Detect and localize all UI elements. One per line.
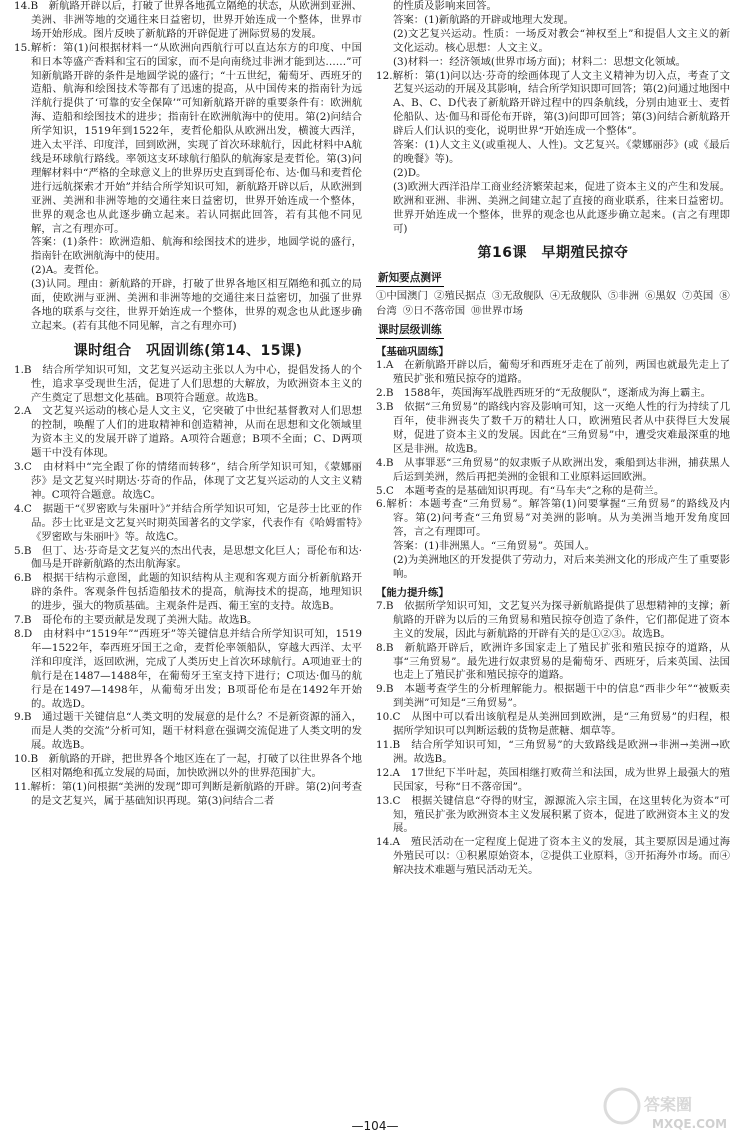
advanced-answers <box>376 600 730 878</box>
advanced-paragraph: 12.A 17世纪下半叶起，英国相继打败荷兰和法国，成为世界上最强大的殖民国家，号称“日不落帝国”。 <box>376 766 730 793</box>
left-paragraph: 答案：(1)条件：欧洲造船、航海和绘图技术的进步，地圆学说的盛行，指南针在欧洲航海中的使用。 <box>31 236 362 263</box>
basic-paragraph: (2)为美洲地区的开发提供了劳动力，对后来美洲文化的形成产生了重要影响。 <box>393 554 730 580</box>
right-paragraph: 的性质及影响来回答。 <box>393 0 497 12</box>
left-paragraph: 5.B 但丁、达·芬奇是文艺复兴的杰出代表，是思想文化巨人；哥伦布和达·伽马是开辟新航路的杰出航海家。 <box>14 544 362 571</box>
left-paragraph: (3)认同。理由：新航路的开辟，打破了世界各地区相互隔绝和孤立的局面，使欧洲与亚洲、美洲和非洲等地的交通往来日益密切，加强了世界各地的联系与交往，世界开始连成一个整体，世界的观念也从此逐步确立起来。(若有其他不同见解，言之有理亦可) <box>31 278 362 332</box>
right-paragraph: 答案：(1)新航路的开辟或地理大发现。 <box>393 13 574 26</box>
watermark-text: 答案圈 <box>644 1095 693 1114</box>
key-point: ⑨日不落帝国 <box>402 304 466 317</box>
right-top-answers <box>376 0 730 236</box>
basic-answers <box>376 359 730 582</box>
basic-paragraph: 5.C 本题考查的是基础知识再现。有“马车夫”之称的是荷兰。 <box>376 484 665 497</box>
key-point: ⑤非洲 <box>607 290 639 303</box>
key-point: ⑦英国 <box>682 290 714 303</box>
basic-paragraph: 3.B 依据“三角贸易”的路线内容及影响可知，这一灭绝人性的行为持续了几百年，使非洲丧失了数千万的精壮人口，欧洲殖民者从中获得巨大发展财，促进了资本主义的发展。因此在“三角贸易”中，遭受灾难最深重的地区是非洲。故选B。 <box>376 401 730 455</box>
left-paragraph: 4.C 据题干“《罗密欧与朱丽叶》”并结合所学知识可知，它是莎士比亚的作品。莎士比亚是文艺复兴时期英国著名的文学家，代表作有《哈姆雷特》《罗密欧与朱丽叶》等。故选C。 <box>14 502 362 543</box>
basic-paragraph: 1.A 在新航路开辟以后，葡萄牙和西班牙走在了前列，两国也就最先走上了殖民扩张和殖民掠夺的道路。 <box>376 359 730 386</box>
right-paragraph: 12.解析：第(1)问以达·芬奇的绘画体现了人文主义精神为切入点，考查了文艺复兴运动的开展及其影响，结合所学知识即可回答；第(2)问通过地图中A、B、C、D代表了新航路开辟过程中的四条航线，分别由迪亚士、麦哲伦船队、达·伽马和哥伦布开辟，第(3)问即可回答；第(3)问结合新航路开辟后人们认识的变化，说明世界“开始连成一个整体”。 <box>376 69 730 138</box>
key-point: ⑩世界市场 <box>471 304 524 317</box>
advanced-header: 【能力提升练】 <box>376 586 449 599</box>
basic-header: 【基础巩固练】 <box>376 346 449 359</box>
right-paragraph: (3)材料一：经济领域(世界市场方面)；材料二：思想文化领域。 <box>393 55 686 68</box>
left-paragraph: 9.B 通过题干关键信息“人类文明的发展意的是什么？不是新资源的涌入，而是人类的交流”分析可知，题干材料意在强调交流促进了人类文明的发展。故选B。 <box>14 711 362 752</box>
advanced-paragraph: 9.B 本题考查学生的分析理解能力。根据题干中的信息“西非少年”“被贩卖到美洲”可知是“三角贸易”。 <box>376 683 730 710</box>
right-paragraph: (3)欧洲大西洋沿岸工商业经济繁荣起来，促进了资本主义的产生和发展。欧洲和亚洲、非洲、美洲之间建立起了直接的商业联系，往来日益密切。世界开始连成一个整体，世界的观念也从此逐步确立起来。(言之有理即可) <box>393 180 730 235</box>
basic-paragraph: 2.B 1588年，英国海军战胜西班牙的“无敌舰队”，逐渐成为海上霸主。 <box>376 387 712 400</box>
right-paragraph: 答案：(1)人文主义(或重视人、人性)。文艺复兴。《蒙娜丽莎》(或《最后的晚餐》等)。 <box>393 139 730 165</box>
left-paragraph: 2.A 文艺复兴运动的核心是人文主义，它突破了中世纪基督教对人们思想的控制，唤醒了人们的进取精神和创造精神，从而在思想和文化领域里为资本主义的发展开辟了道路。A项符合题意；B项不全面；C、D两项题干中没有体现。 <box>14 405 362 460</box>
key-point: ①中国澳门 <box>376 290 428 303</box>
left-column <box>14 0 362 809</box>
right-column <box>376 0 730 878</box>
advanced-paragraph: 13.C 根据关键信息“夺得的财宝，源源流入宗主国，在这里转化为资本”可知，殖民扩张为欧洲资本主义发展积累了资本，促进了欧洲资本主义的发展。 <box>376 794 730 835</box>
left-paragraph: 1.B 结合所学知识可知，文艺复兴运动主张以人为中心，提倡发扬人的个性，追求享受现世生活，促进了人们思想的大解放，为欧洲资本主义的产生奠定了思想文化基础。B项符合题意。故选B。 <box>14 363 362 404</box>
watermark-url: MXQE.COM <box>652 1117 728 1131</box>
left-paragraph: 15.解析：第(1)问根据材料一“从欧洲向西航行可以直达东方的印度、中国和日本等盛产香料和宝石的国家，而不是向南绕过非洲才能到达……”可知新航路开辟的条件是地圆学说的盛行；“十五世纪，葡萄牙、西班牙的造船、航海和绘图技术等都有了迅速的提高，从中国传来的指南针为远洋航行提供了‘可靠的安全保障’”可知新航路开辟的重要条件有：欧洲航海、造船和绘图技术的进步；指南针在欧洲航海中的使用。第(2)问结合所学知识，1519年到1522年，麦哲伦船队从欧洲出发，横渡大西洋，进入太平洋、印度洋，回到欧洲，实现了首次环球航行，因此材料中A航线是环球航行路线。率领这支环球航行船队的航海家是麦哲伦。第(3)问理解材料中“严格的全球意义上的世界历史直到哥伦布、达·伽马和麦哲伦进行远航探索才开始”并结合所学知识可知，新航路开辟以后，从欧洲到亚洲、美洲和非洲等地的交通往来日益密切，世界开始连成一个整体，世界的观念也从此逐步确立起来。若认同据此回答，若有其他不同见解，言之有理亦可。 <box>14 41 362 235</box>
advanced-paragraph: 14.A 殖民活动在一定程度上促进了资本主义的发展，其主要原因是通过海外殖民可以：①积累原始资本，②提供工业原料，③开拓海外市场。而④解决技术难题与殖民活动无关。 <box>376 836 730 877</box>
left-paragraph: 3.C 由材料中“完全跟了你的情绪而转移”，结合所学知识可知，《蒙娜丽莎》是文艺复兴时期达·芬奇的作品，体现了文艺复兴运动的人文主义精神。C项符合题意。故选C。 <box>14 461 362 501</box>
left-paragraph: (2)A。麦哲伦。 <box>31 264 106 277</box>
left-paragraph: 10.B 新航路的开辟，把世界各个地区连在了一起，打破了以往世界各个地区相对隔绝和孤立发展的局面，加快欧洲以外的世界范围扩大。 <box>14 753 362 780</box>
key-points-list <box>376 289 730 318</box>
left-paragraph: 6.B 根据干结构示意图，此题的知识结构从主观和客观方面分析新航路开辟的条件。客观条件包括造船技术的提高，航海技术的提高，地理知识的进步，强大的物质基础。主观条件是西、葡王室的支持。故选B。 <box>14 572 362 613</box>
advanced-paragraph: 7.B 依据所学知识可知，文艺复兴为探寻新航路提供了思想精神的支撑；新航路的开辟为以后的三角贸易和殖民掠夺创造了条件，它们都促进了资本主义的发展，因此与新航路的开辟有关的是①②③。故选B。 <box>376 599 730 640</box>
left-paragraph: 11.解析：第(1)问根据“美洲的发现”即可判断是新航路的开辟。第(2)问考查的是文艺复兴，属于基础知识再现。第(3)问结合二者 <box>14 780 362 807</box>
left-paragraph: 8.D 由材料中“1519年”“西班牙”等关键信息并结合所学知识可知，1519年—1522年，奉西班牙国王之命，麦哲伦率领船队，穿越大西洋、太平洋和印度洋，返回欧洲，完成了人类历史上首次环球航行。A项迪亚士的航行是在1487—1488年，在葡萄牙王室支持下进行；C项达·伽马的航行是在1497—1498年，从葡萄牙出发；B项哥伦布是在1492年开始的。故选D。 <box>14 627 362 710</box>
key-point: ②殖民据点 <box>433 290 486 303</box>
left-paragraph: 7.B 哥伦布的主要贡献是发现了美洲大陆。故选B。 <box>14 614 258 627</box>
left-paragraph: 14.B 新航路开辟以后，打破了世界各地孤立隔绝的状态，从欧洲到亚洲、美洲、非洲等地的交通往来日益密切，世界开始连成一个整体，世界市场开始形成。图片反映了新航路的开辟促进了洲际贸易的发展。 <box>14 0 362 40</box>
practice-header: 课时层级训练 <box>376 322 444 339</box>
lesson-16-title: 第16课 早期殖民掠夺 <box>477 245 629 262</box>
advanced-paragraph: 10.C 从图中可以看出该航程是从美洲回到欧洲，是“三角贸易”的归程，根据所学知识可以判断运载的货物是蔗糖、烟草等。 <box>376 711 730 738</box>
key-point: ③无敌舰队 <box>491 290 544 303</box>
section-title: 课时组合 巩固训练(第14、15课) <box>73 342 303 359</box>
right-paragraph: (2)D。 <box>393 166 427 179</box>
advanced-paragraph: 11.B 结合所学知识可知，“三角贸易”的大致路线是欧洲→非洲→美洲→欧洲。故选B。 <box>376 738 730 765</box>
basic-paragraph: 4.B 从事罪恶“三角贸易”的奴隶贩子从欧洲出发，乘船到达非洲，捕获黑人后运到美洲，然后再把美洲的金银和工业原料运回欧洲。 <box>376 456 730 483</box>
key-point: ④无敌舰队 <box>549 290 602 303</box>
right-paragraph: (2)文艺复兴运动。性质：一场反对教会“神权至上”和提倡人文主义的新文化运动。核心思想：人文主义。 <box>393 27 730 54</box>
key-point: ⑧台湾 <box>376 290 730 317</box>
page-number: —104— <box>351 1119 399 1133</box>
advanced-paragraph: 8.B 新航路开辟后，欧洲许多国家走上了殖民扩张和殖民掠夺的道路，从事“三角贸易”。最先进行奴隶贸易的是葡萄牙、西班牙，后来英国、法国也走上了殖民扩张和殖民掠夺的道路。 <box>376 641 730 682</box>
key-points-header: 新知要点测评 <box>376 270 444 287</box>
basic-paragraph: 6.解析：本题考查“三角贸易”。解答第(1)问要掌握“三角贸易”的路线及内容。第(2)问考查“三角贸易”对美洲的影响。从为美洲当地开发角度回答，言之有理即可。 <box>376 498 730 539</box>
basic-paragraph: 答案：(1)非洲黑人。“三角贸易”。英国人。 <box>393 540 595 553</box>
key-point: ⑥黑奴 <box>644 290 677 303</box>
watermark-logo <box>600 1082 740 1134</box>
